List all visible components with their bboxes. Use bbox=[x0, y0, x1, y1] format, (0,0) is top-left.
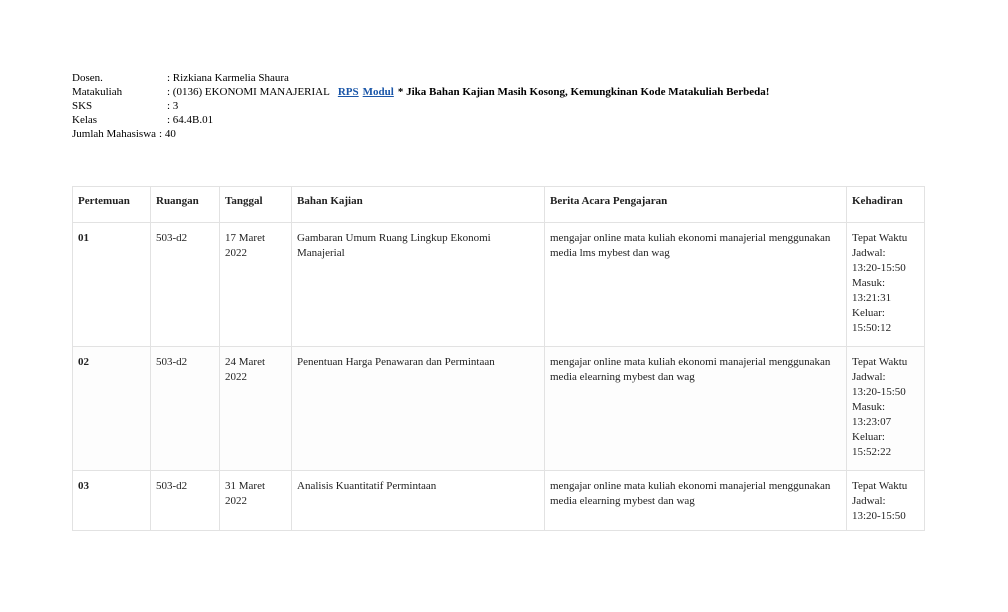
header-tanggal: Tanggal bbox=[220, 187, 292, 223]
kehadiran-status: Tepat Waktu bbox=[852, 232, 908, 244]
matakuliah-label: Matakuliah bbox=[72, 86, 123, 98]
matakuliah-value: : (0136) EKONOMI MANAJERIAL bbox=[167, 86, 330, 98]
table-row bbox=[73, 347, 925, 471]
kelas-label: Kelas bbox=[72, 114, 98, 126]
cell-kehadiran bbox=[847, 471, 925, 531]
sks-row bbox=[72, 99, 769, 113]
table-row bbox=[73, 223, 925, 347]
cell-pertemuan: 03 bbox=[73, 471, 151, 531]
kelas-value: : 64.4B.01 bbox=[167, 114, 214, 126]
cell-kehadiran bbox=[847, 223, 925, 347]
cell-ruangan: 503-d2 bbox=[151, 347, 220, 471]
cell-bahan-kajian: Analisis Kuantitatif Permintaan bbox=[292, 471, 545, 531]
cell-bahan-kajian: Penentuan Harga Penawaran dan Permintaan bbox=[292, 347, 545, 471]
table-row bbox=[73, 471, 925, 531]
jumlah-value: : 40 bbox=[159, 128, 176, 140]
cell-tanggal: 17 Maret 2022 bbox=[220, 223, 292, 347]
cell-pertemuan: 02 bbox=[73, 347, 151, 471]
masuk-value: 13:23:07 bbox=[852, 416, 892, 428]
attendance-table bbox=[72, 186, 925, 531]
matakuliah-row bbox=[72, 85, 769, 99]
jumlah-label: Jumlah Mahasiswa bbox=[72, 128, 157, 140]
cell-ruangan: 503-d2 bbox=[151, 223, 220, 347]
masuk-label: Masuk: bbox=[852, 277, 885, 289]
cell-pertemuan: 01 bbox=[73, 223, 151, 347]
jumlah-row bbox=[72, 127, 769, 141]
jadwal-value: 13:20-15:50 bbox=[852, 386, 906, 398]
course-info bbox=[72, 71, 769, 141]
attendance-table-wrapper bbox=[72, 186, 924, 531]
cell-ruangan: 503-d2 bbox=[151, 471, 220, 531]
kelas-row bbox=[72, 113, 769, 127]
dosen-value: : Rizkiana Karmelia Shaura bbox=[167, 72, 289, 84]
kehadiran-status: Tepat Waktu bbox=[852, 480, 908, 492]
jadwal-label: Jadwal: bbox=[852, 247, 886, 259]
jadwal-value: 13:20-15:50 bbox=[852, 510, 906, 522]
jadwal-value: 13:20-15:50 bbox=[852, 262, 906, 274]
header-bahan-kajian: Bahan Kajian bbox=[292, 187, 545, 223]
table-header-row bbox=[73, 187, 925, 223]
header-ruangan: Ruangan bbox=[151, 187, 220, 223]
cell-tanggal: 31 Maret 2022 bbox=[220, 471, 292, 531]
kehadiran-status: Tepat Waktu bbox=[852, 356, 908, 368]
cell-tanggal: 24 Maret 2022 bbox=[220, 347, 292, 471]
cell-berita-acara: mengajar online mata kuliah ekonomi manajerial menggunakan media lms mybest dan wag bbox=[545, 223, 847, 347]
keluar-value: 15:52:22 bbox=[852, 446, 892, 458]
dosen-label: Dosen. bbox=[72, 72, 103, 84]
header-kehadiran: Kehadiran bbox=[847, 187, 925, 223]
cell-kehadiran bbox=[847, 347, 925, 471]
keluar-label: Keluar: bbox=[852, 307, 885, 319]
masuk-value: 13:21:31 bbox=[852, 292, 892, 304]
header-pertemuan: Pertemuan bbox=[73, 187, 151, 223]
matakuliah-note: * Jika Bahan Kajian Masih Kosong, Kemungkinan Kode Matakuliah Berbeda! bbox=[397, 86, 770, 98]
cell-berita-acara: mengajar online mata kuliah ekonomi manajerial menggunakan media elearning mybest dan wag bbox=[545, 347, 847, 471]
dosen-row bbox=[72, 71, 769, 85]
masuk-label: Masuk: bbox=[852, 401, 885, 413]
header-berita-acara: Berita Acara Pengajaran bbox=[545, 187, 847, 223]
cell-berita-acara: mengajar online mata kuliah ekonomi manajerial menggunakan media elearning mybest dan wag bbox=[545, 471, 847, 531]
keluar-label: Keluar: bbox=[852, 431, 885, 443]
rps-link[interactable]: RPS bbox=[337, 86, 359, 98]
modul-link[interactable]: Modul bbox=[362, 86, 394, 98]
jadwal-label: Jadwal: bbox=[852, 495, 886, 507]
keluar-value: 15:50:12 bbox=[852, 322, 892, 334]
jadwal-label: Jadwal: bbox=[852, 371, 886, 383]
sks-value: : 3 bbox=[167, 100, 179, 112]
sks-label: SKS bbox=[72, 100, 93, 112]
cell-bahan-kajian: Gambaran Umum Ruang Lingkup Ekonomi Manajerial bbox=[292, 223, 545, 347]
